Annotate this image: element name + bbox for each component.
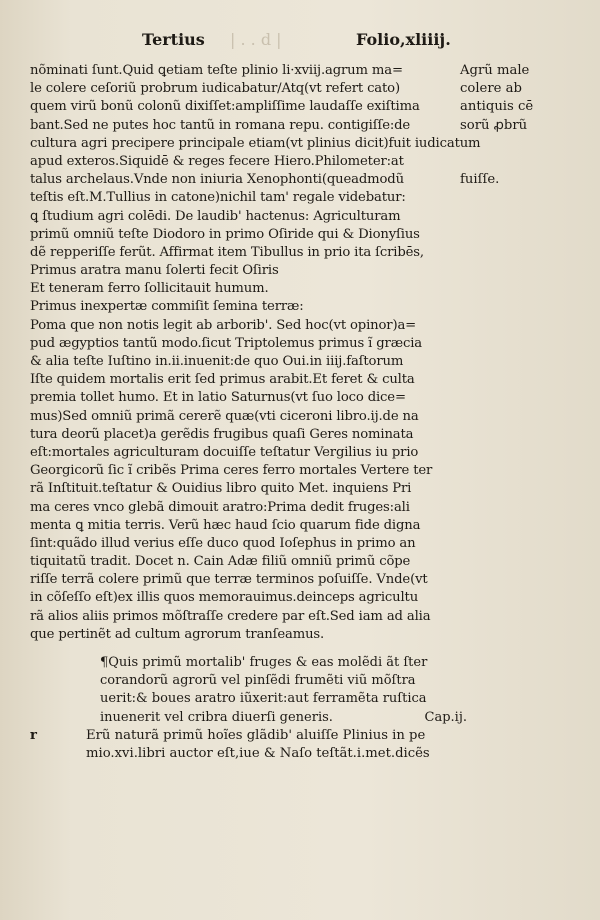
chapter-heading [100,654,475,727]
text-line: Poma que non notis legit ab arborib'. Sed hoc(vt opinor)a= [30,317,417,333]
verse-line: Primus inexpertæ commiſit ſemina terræ: [30,299,304,315]
text-line: tura deorũ placet)a gerẽdis frugibus quaſi Geres nominata [30,426,414,442]
text-line: quem virũ bonũ colonũ dixiſſet:ampliſſime laudaſſe exiſtima [30,99,420,115]
text-line: Georgicorũ ſic ĩ cribẽs Prima ceres ferro mortales Vertere ter [30,463,433,479]
text-line: premia tollet humo. Et in latio Saturnus(vt ſuo loco dice= [30,390,406,406]
verse-line: Et teneram ferro ſollicitauit humum. [30,281,269,297]
chapter-line: ¶Quis primũ mortalib' fruges & eas molẽdi ãt ſter [100,655,428,670]
text-line: rã Inſtituit.teſtatur & Ouidius libro quito Met. inquiens Pri [30,481,412,497]
guide-letter: r [30,728,37,743]
text-line: teſtis eſt.M.Tullius in catone)nichil tam' regale videbatur: [30,190,406,206]
text-line: Erũ naturã primũ hoĩes glãdib' aluiſſe Plinius in pe [86,728,426,743]
text-line: pud ægyptios tantũ modo.ſicut Triptolemus primus ĩ græcia [30,335,422,351]
text-line: rã alios aliis primos mõſtraſſe credere par eſt.Sed iam ad alia [30,608,431,624]
show-through-text: | . . d | [230,30,282,49]
gloss-line: Agrũ male [460,63,530,78]
marginal-gloss [460,62,590,189]
text-line: Iſte quidem mortalis erit ſed primus arabit.Et feret & culta [30,372,415,388]
text-line: dẽ repperiſſe ferũt. Affirmat item Tibullus in prio ita ſcribēs, [30,244,424,260]
running-head: Tertius [142,30,205,49]
text-line: tiquitatũ tradit. Docet n. Cain Adæ filiũ omniũ primũ cõpe [30,554,411,570]
text-line: ma ceres vnco glebã dimouit aratro:Prima dedit fruges:ali [30,499,410,515]
text-line: primũ omniũ teſte Diodoro in primo Oſiride qui & Dionyſius [30,226,420,242]
verse-line: Primus aratra manu ſolerti fecit Oſiris [30,263,279,279]
text-line: ſint:quãdo illud verius eſſe duco quod Ioſephus in primo an [30,535,416,551]
text-line: le colere ceſoriũ probrum iudicabatur/Atq(vt refert cato) [30,81,400,97]
text-line: bant.Sed ne putes hoc tantũ in romana repu. contigiſſe:de [30,117,411,133]
chapter-line: inuenerit vel cribra diuerſi generis. [100,709,333,725]
text-line: eſt:mortales agriculturam docuiſſe teſtatur Vergilius iu prio [30,444,419,460]
text-line: mio.xvi.libri auctor eſt,iue & Naſo teſtãt.i.met.dicẽs [86,746,430,762]
text-line: & alia teſte Iuſtino in.ii.inuenit:de quo Oui.in iiij.faſtorum [30,354,404,369]
folio-number: Folio,xliiij. [356,30,451,49]
text-line: talus archelaus.Vnde non iniuria Xenophonti(queadmodũ [30,172,404,188]
gloss-line: sorũ ꝓbrũ [460,117,528,133]
text-line: ꝗ ſtudium agri colēdi. De laudib' hactenus: Agriculturam [30,208,401,224]
text-line: menta ꝗ mitia terris. Verũ hæc haud ſcio quarum fide digna [30,517,421,533]
gloss-line: antiquis cē [460,99,534,115]
text-line: cultura agri precipere principale etiam(vt plinius dicit)fuit iudicatum [30,135,481,151]
gloss-line: colere ab [460,81,522,97]
text-line: riſſe terrã colere primũ que terræ terminos poſuiſſe. Vnde(vt [30,572,428,588]
chapter-line: uerit:& boues aratro iũxerit:aut ferramẽta ruſtica [100,691,427,707]
text-line: apud exteros.Siquidē & reges fecere Hiero.Philometer:at [30,153,404,169]
chapter-number: Cap.ij. [424,709,467,725]
chapter-line: corandorũ agrorũ vel pinſẽdi frumẽti viũ mõſtra [100,673,416,689]
text-line: mus)Sed omniũ primã cererẽ quæ(vti ciceroni libro.ij.de na [30,408,419,424]
text-line: nõminati ſunt.Quid ꝗetiam teſte plinio li·xviij.agrum ma= [30,63,403,78]
chapter-opening [30,727,470,763]
text-line: in cõſeſſo eſt)ex illis quos memorauimus.deinceps agricultu [30,590,419,606]
text-line: que pertinẽt ad cultum agrorum tranſeamus. [30,626,325,642]
gloss-line: fuiſſe. [460,172,500,188]
